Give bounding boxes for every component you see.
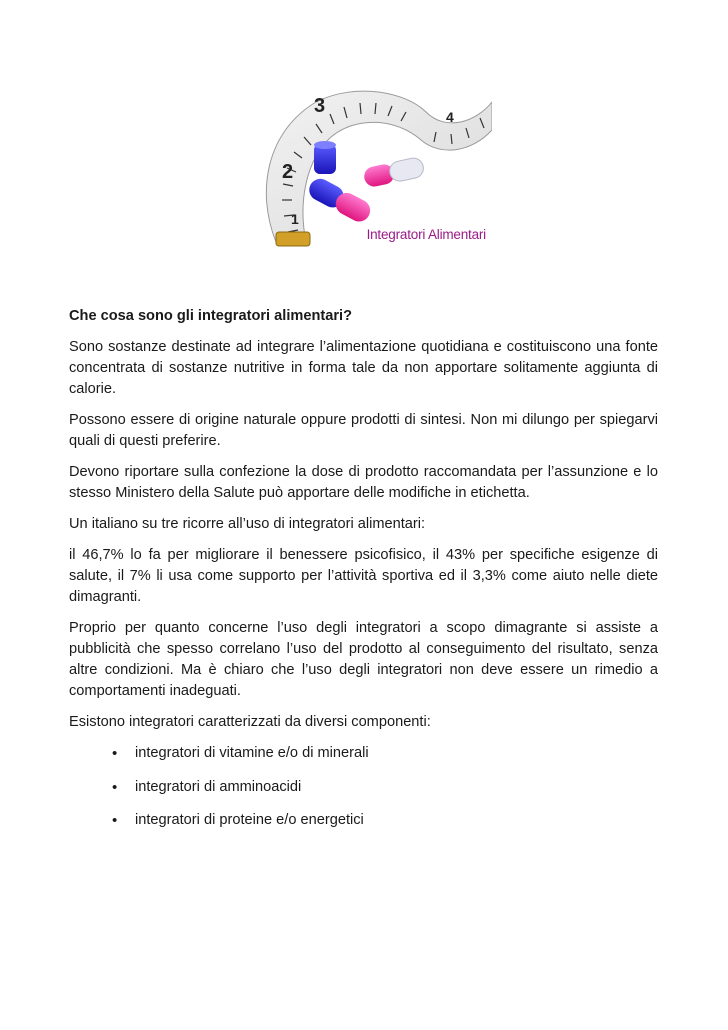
image-caption: Integratori Alimentari (366, 227, 486, 242)
tape-number-2: 2 (282, 161, 294, 183)
bullet-icon: • (112, 745, 118, 762)
paragraph-components-intro: Esistono integratori caratterizzati da diversi componenti: (69, 714, 431, 730)
bullet-icon: • (112, 812, 118, 829)
paragraph-weight-loss: Proprio per quanto concerne l’uso degli integratori a scopo dimagrante si assiste a pubblicità che spesso correlano l’uso del prodotto al conseguimento del risultato, senza altre condizioni. Ma è chiaro che l’uso degli integratori non deve essere un rimedio a comportamenti inadeguati. (69, 620, 658, 699)
paragraph-usage-stats: il 46,7% lo fa per migliorare il benessere psicofisico, il 43% per specifiche esigenze di salute, il 7% li usa come supporto per l’attività sportiva ed il 3,3% come aiuto nelle diete dimagranti. (69, 547, 658, 605)
tape-number-3: 3 (314, 95, 326, 117)
paragraph-origin: Possono essere di origine naturale oppure prodotti di sintesi. Non mi dilungo per spiegarvi quali di questi preferire. (69, 412, 658, 449)
supplements-illustration (236, 82, 492, 254)
section-heading: Che cosa sono gli integratori alimentari? (69, 308, 353, 324)
list-item (69, 810, 658, 831)
tape-number-4: 4 (446, 109, 454, 125)
list-item-label: integratori di vitamine e/o di minerali (135, 745, 369, 761)
paragraph-labeling: Devono riportare sulla confezione la dose di prodotto raccomandata per l’assunzione e lo stesso Ministero della Salute può apportare delle modifiche in etichetta. (69, 464, 658, 501)
paragraph-usage-intro: Un italiano su tre ricorre all’uso di integratori alimentari: (69, 516, 426, 532)
bullet-icon: • (112, 778, 118, 796)
list-item-label: integratori di amminoacidi (135, 778, 302, 795)
list-item (69, 777, 658, 798)
article-body (69, 306, 658, 844)
paragraph-definition: Sono sostanze destinate ad integrare l’alimentazione quotidiana e costituiscono una fonte concentrata di sostanze nutritive in forma tale da non apportare solitamente aggiunta di calorie. (69, 339, 658, 397)
supplement-types-list (69, 743, 658, 831)
tape-number-1: 1 (291, 211, 299, 227)
list-item (69, 743, 658, 764)
list-item-label: integratori di proteine e/o energetici (135, 812, 364, 828)
